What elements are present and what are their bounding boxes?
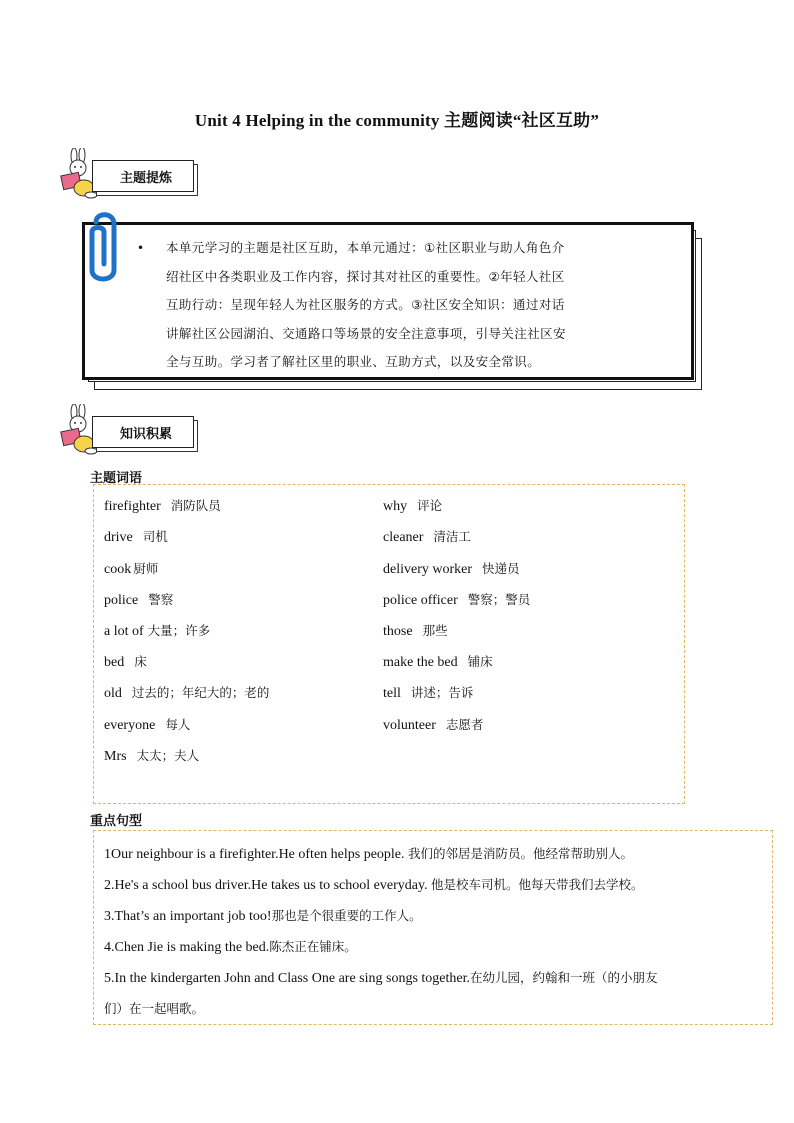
vocab-item: delivery worker 快递员 [383,561,520,577]
paperclip-icon [74,208,134,288]
sentence-item: 4.Chen Jie is making the bed.陈杰正在铺床。 [104,939,357,955]
vocab-item: everyone 每人 [104,717,191,733]
sentence-item: 1Our neighbour is a firefighter.He often helps people. 我们的邻居是消防员。他经常帮助别人。 [104,846,634,862]
vocab-item: cleaner 清洁工 [383,529,471,545]
vocab-item: bed 床 [104,654,147,670]
section-tag [92,416,224,446]
section-tag [92,160,224,190]
section-title: 知识积累 [120,427,173,442]
vocab-item: drive 司机 [104,529,168,545]
vocab-item: those 那些 [383,623,448,639]
sentences-label: 重点句型 [90,814,143,829]
summary-line: 本单元学习的主题是社区互助，本单元通过：①社区职业与助人角色介 [166,240,565,255]
page-title: Unit 4 Helping in the community 主题阅读“社区互助” [194,111,600,130]
vocab-item: firefighter 消防队员 [104,498,221,514]
vocab-item: old 过去的；年纪大的；老的 [104,685,270,701]
section-title: 主题提炼 [120,171,173,186]
vocab-item: police officer 警察；警员 [383,592,531,608]
summary-line: 互助行动：呈现年轻人为社区服务的方式。③社区安全知识：通过对话 [166,297,565,312]
sentence-item: 3.That’s an important job too!那也是个很重要的工作人。 [104,908,422,924]
summary-line: 讲解社区公园湖泊、交通路口等场景的安全注意事项，引导关注社区安 [166,325,566,341]
vocab-item: why 评论 [383,498,443,514]
sentence-item: 2.He's a school bus driver.He takes us to school everyday. 他是校车司机。他每天带我们去学校。 [104,877,644,893]
vocab-item: tell 讲述；告诉 [383,685,474,701]
vocab-item: make the bed 铺床 [383,654,493,670]
section-header-knowledge [58,404,188,454]
summary-bullet: • [137,241,145,255]
summary-line: 全与互助。学习者了解社区里的职业、互助方式，以及安全常识。 [166,354,541,369]
vocab-item: a lot of 大量；许多 [104,623,211,639]
vocab-item: Mrs 太太；夫人 [104,748,200,764]
vocab-item: cook 厨师 [104,561,159,577]
sentence-item: 5.In the kindergarten John and Class One are sing songs together.在幼儿园，约翰和一班（的小朋友 [104,970,658,986]
section-header-summary [58,148,188,198]
sentence-item-continued: 们）在一起唱歌。 [104,1001,205,1016]
vocab-label: 主题词语 [90,471,143,486]
vocab-item: police 警察 [104,592,174,608]
summary-paragraph [166,234,696,377]
vocab-item: volunteer 志愿者 [383,717,484,733]
summary-line: 绍社区中各类职业及工作内容，探讨其对社区的重要性。②年轻人社区 [166,268,565,284]
